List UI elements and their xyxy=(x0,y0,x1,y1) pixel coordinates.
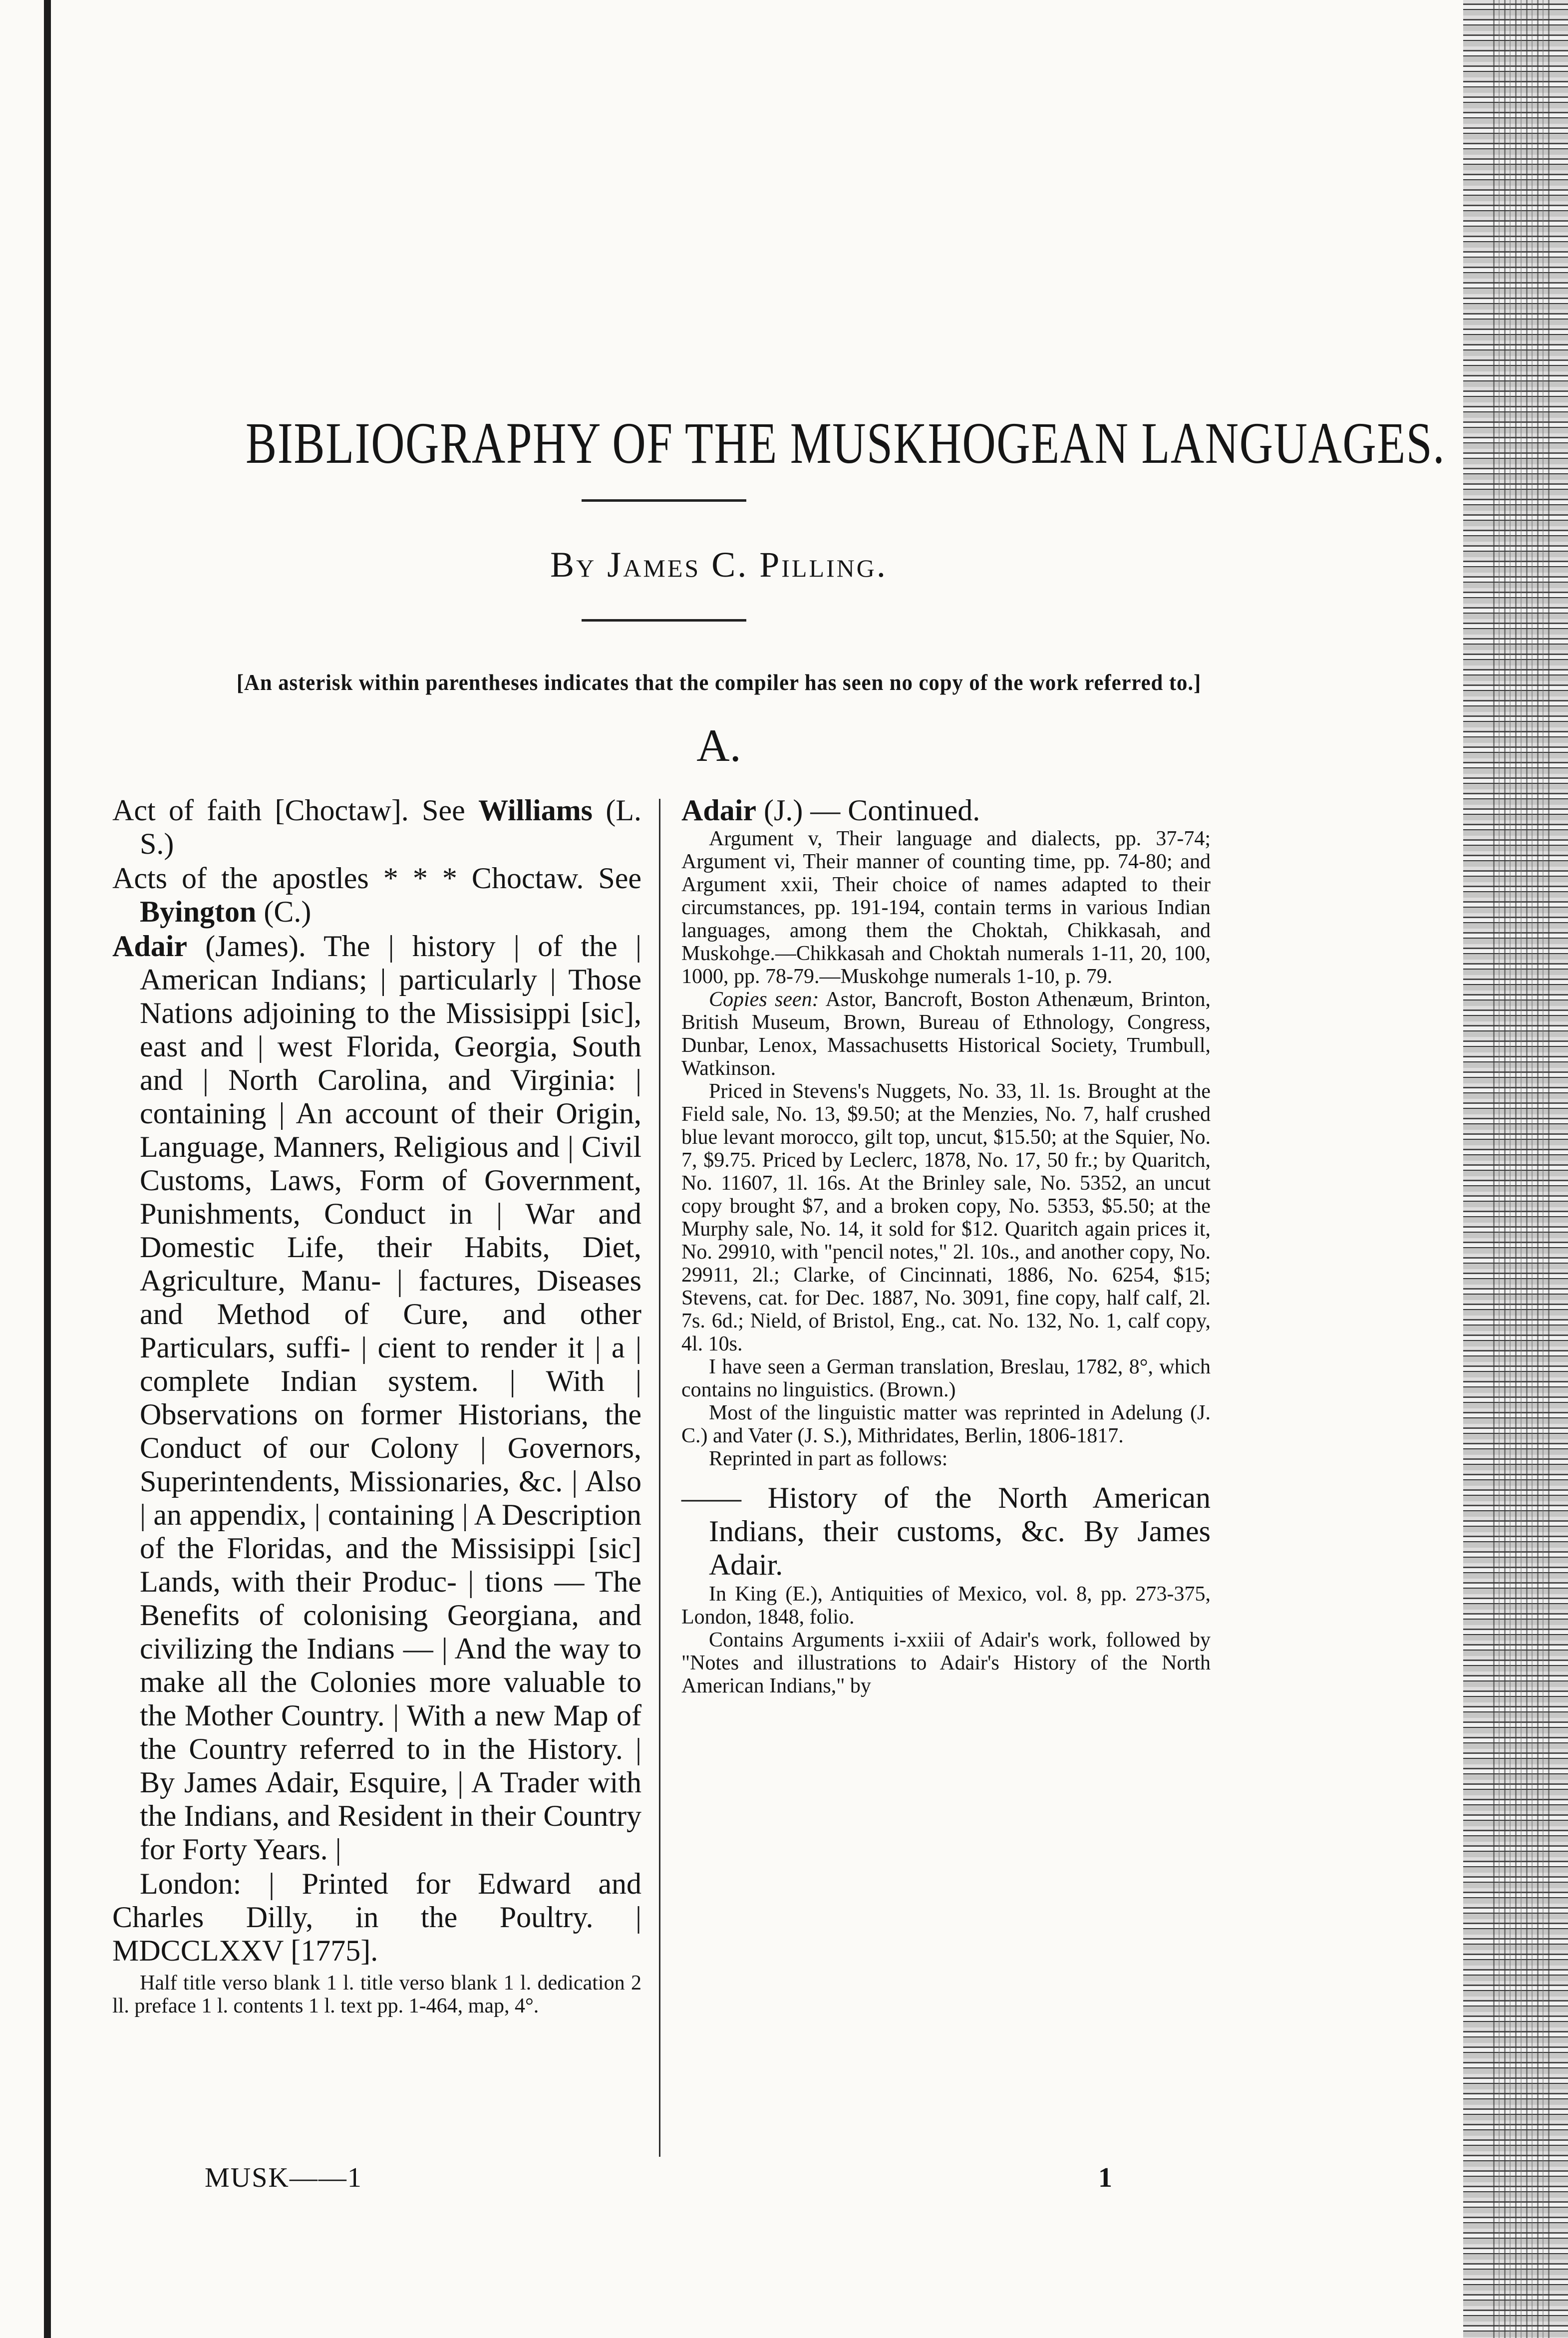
entry-text: Act of faith [Choctaw]. See xyxy=(112,794,479,827)
entry-imprint: London: | Printed for Edward and Charles Dilly, in the Poultry. | MDCCLXXV [1775]. xyxy=(112,1867,641,1967)
entry-text: Acts of the apostles * * * Choctaw. See xyxy=(112,862,641,895)
column-divider xyxy=(659,799,660,2157)
copies-seen-label: Copies seen: xyxy=(709,988,819,1011)
entry-title-transcription: (James). The | history | of the | American Indians; | particularly | Those Nations adjoining to the Missisippi [sic], east and | west Florida, Georgia, South and | North Carolina, and Virginia: | containing | An account of their Origin, Language, Manners, Religious and | Civil Customs, Laws, Form of Government, Punishments, Conduct in | War and Domestic Life, their Habits, Diet, Agriculture, Manu- | factures, Diseases and Method of Cure, and other Particulars, suffi- | cient to render it | a | complete Indian system. | With | Observations on former Historians, the Conduct of our Colony | Governors, Superintendents, Missionaries, &c. | Also | an appendix, | containing | A Description of the Floridas, and the Missisippi [sic] Lands, with their Produc- | tions — The Benefits of colonising Georgiana, and civilizing the Indians — | And the way to make all the Colonies more valuable to the Mother Country. | With a new Map of the Country referred to in the History. | By James Adair, Esquire, | A Trader with the Indians, and Resident in their Country for Forty Years. | xyxy=(140,930,641,1866)
reprinted-note: Reprinted in part as follows: xyxy=(709,1447,948,1470)
left-column xyxy=(112,794,641,2017)
right-column xyxy=(681,794,1211,1697)
continued-heading xyxy=(681,794,1211,827)
sub-entry-history: —— History of the North American Indians, their customs, &c. By James Adair. xyxy=(681,1481,1211,1581)
entry-collation: Half title verso blank 1 l. title verso blank 1 l. dedication 2 ll. preface 1 l. contents 1 l. text pp. 1-464, map, 4°. xyxy=(112,1972,641,2017)
contains-note: Contains Arguments i-xxiii of Adair's work, followed by "Notes and illustrations to Adair's History of the North American Indians," by xyxy=(681,1629,1211,1697)
scan-gutter-line xyxy=(44,0,51,2338)
entry-text: (L. S.) xyxy=(140,794,641,860)
scan-edge-texture xyxy=(1493,0,1553,2338)
entry-acts-apostles xyxy=(112,862,641,929)
entry-author: Adair xyxy=(112,930,187,963)
price-history: Priced in Stevens's Nuggets, No. 33, 1l. 1s. Brought at the Field sale, No. 13, $9.50; at the Menzies, No. 7, half crushed blue levant morocco, gilt top, uncut, $15.50; at the Squier, No. 7, $9.75. Priced by Leclerc, 1878, No. 17, 50 fr.; by Quaritch, No. 11607, 1l. 16s. At the Brinley sale, No. 5352, an uncut copy brought $7, and a broken copy, No. 5353, $5.50; at the Murphy sale, No. 14, it sold for $12. Quaritch again prices it, No. 29910, with "pencil notes," 2l. 10s., and another copy, No. 29911, 2l.; Clarke, of Cincinnati, 1886, No. 6254, $15; Stevens, cat. for Dec. 1887, No. 3091, fine copy, half calf, 2l. 7s. 6d.; Nield, of Bristol, Eng., cat. No. 132, No. 1, calf copy, 4l. 10s. xyxy=(681,1080,1211,1355)
cross-reference: Williams xyxy=(478,794,593,827)
entry-text: (J.) — Continued. xyxy=(756,794,980,827)
scan-edge-strip xyxy=(1463,0,1568,2338)
german-translation-note: I have seen a German translation, Breslau, 1782, 8°, which contains no linguistics. (Brown.) xyxy=(681,1355,1211,1401)
adelung-note: Most of the linguistic matter was reprinted in Adelung (J. C.) and Vater (J. S.), Mithridates, Berlin, 1806-1817. xyxy=(681,1401,1211,1447)
copies-seen xyxy=(681,988,1211,1080)
entry-text: (C.) xyxy=(256,895,312,928)
argument-note: Argument v, Their language and dialects, pp. 37-74; Argument vi, Their manner of counting time, pp. 74-80; and Argument xxii, Their choice of names adapted to their circumstances, pp. 191-194, contain terms in various Indian languages, among them the Choktah, Chikkasah, and Muskohge.—Chikkasah and Choktah numerals 1-11, 20, 100, 1000, pp. 78-79.—Muskohge numerals 1-10, p. 79. xyxy=(681,827,1211,988)
entry-author: Adair xyxy=(681,794,756,827)
section-letter: A. xyxy=(696,720,741,771)
signature-mark: MUSK——1 xyxy=(205,2162,362,2193)
byline-rule xyxy=(582,619,746,622)
entry-act-of-faith xyxy=(112,794,641,861)
page-number: 1 xyxy=(1098,2162,1112,2193)
asterisk-note: [An asterisk within parentheses indicates that the compiler has seen no copy of the work referred to.] xyxy=(236,669,1202,695)
author-byline: By James C. Pilling. xyxy=(550,545,888,585)
copies-seen-list: Astor, Bancroft, Boston Athenæum, Brinton, British Museum, Brown, Bureau of Ethnology, Congress, Dunbar, Lenox, Massachusetts Historical Society, Trumbull, Watkinson. xyxy=(681,988,1211,1080)
king-note: In King (E.), Antiquities of Mexico, vol. 8, pp. 273-375, London, 1848, folio. xyxy=(681,1583,1211,1629)
entry-adair-history xyxy=(112,930,641,1866)
page-title: BIBLIOGRAPHY OF THE MUSKHOGEAN LANGUAGES. xyxy=(246,410,1446,476)
cross-reference: Byington xyxy=(140,895,257,928)
title-rule xyxy=(582,499,746,502)
